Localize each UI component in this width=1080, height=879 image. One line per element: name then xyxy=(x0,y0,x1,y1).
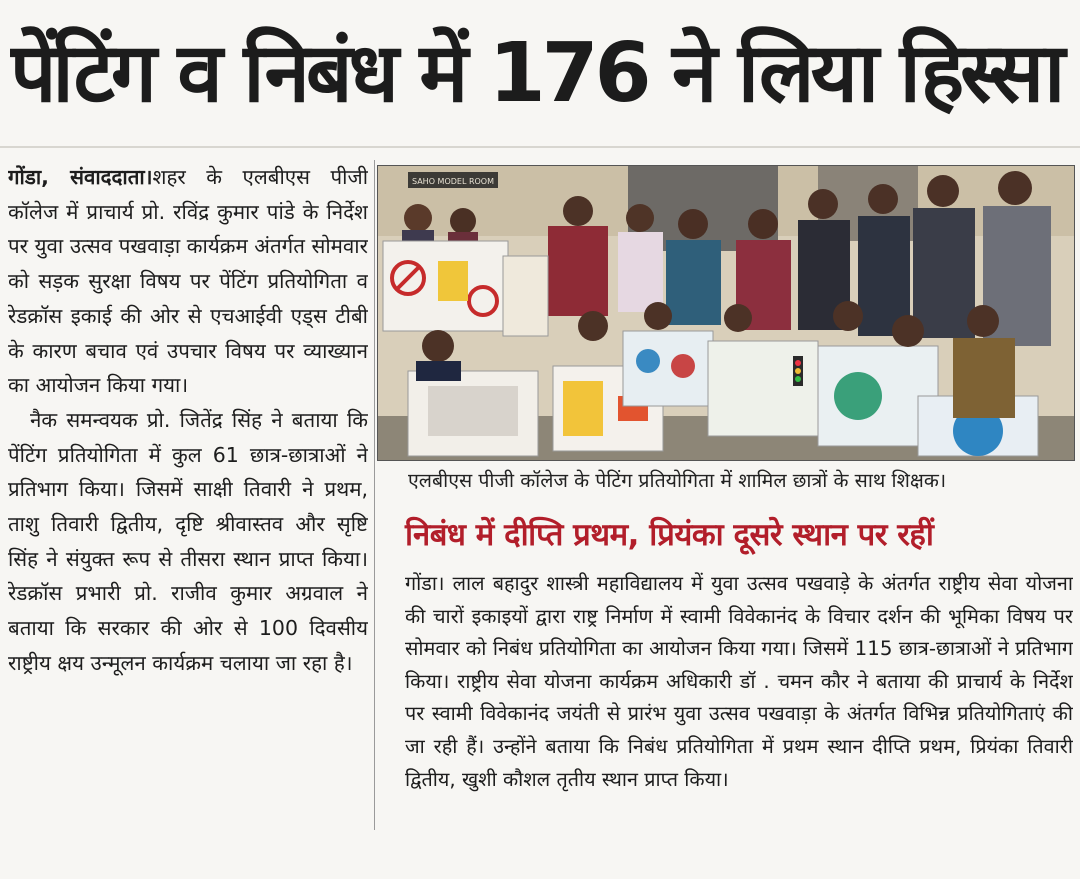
left-article xyxy=(8,160,368,840)
group-photo-illustration xyxy=(378,166,1074,460)
top-rule xyxy=(0,146,1080,148)
right-article xyxy=(405,568,1073,838)
sub-headline: निबंध में दीप्ति प्रथम, प्रियंका दूसरे स्थान पर रहीं xyxy=(405,517,934,553)
left-paragraph-2: नैक समन्वयक प्रो. जितेंद्र सिंह ने बताया कि पेंटिंग प्रतियोगिता में कुल 61 छात्र-छात्राओं ने प्रतिभाग किया। जिसमें साक्षी तिवारी ने प्रथम, ताशु तिवारी द्वितीय, दृष्टि श्रीवास्तव और सृष्टि सिंह ने संयुक्त रूप से तीसरा स्थान प्राप्त किया। रेडक्रॉस प्रभारी प्रो. राजीव कुमार अग्रवाल ने बताया कि सरकार की ओर से 100 दिवसीय राष्ट्रीय क्षय उन्मूलन कार्यक्रम चलाया जा रहा है। xyxy=(8,407,368,675)
headline: पेंटिंग व निबंध में 176 ने लिया हिस्सा xyxy=(10,26,1062,121)
photo-caption: एलबीएस पीजी कॉलेज के पेटिंग प्रतियोगिता में शामिल छात्रों के साथ शिक्षक। xyxy=(408,469,947,492)
dateline: गोंडा, संवाददाता। xyxy=(8,165,153,189)
right-article-text: गोंडा। लाल बहादुर शास्त्री महाविद्यालय में युवा उत्सव पखवाड़े के अंतर्गत राष्ट्रीय सेवा योजना की चारों इकाइयों द्वारा राष्ट्र निर्माण में स्वामी विवेकानंद के विचार दर्शन की भूमिका विषय पर सोमवार को निबंध प्रतियोगिता का आयोजन किया गया। जिसमें 115 छात्र-छात्राओं ने प्रतिभाग किया। राष्ट्रीय सेवा योजना कार्यक्रम अधिकारी डॉ . चमन कौर ने बताया की प्राचार्य के निर्देश पर स्वामी विवेकानंद जयंती से प्रारंभ युवा उत्सव पखवाड़ा के अंतर्गत विभिन्न प्रतियोगिताएं की जा रही हैं। उन्होंने बताया कि निबंध प्रतियोगिता में प्रथम स्थान दीप्ति प्रथम, प्रियंका तिवारी द्वितीय, खुशी कौशल तृतीय स्थान प्राप्त किया। xyxy=(405,572,1073,791)
left-paragraph-1 xyxy=(8,160,368,403)
left-paragraph-1-text: शहर के एलबीएस पीजी कॉलेज में प्राचार्य प्रो. रविंद्र कुमार पांडे के निर्देश पर युवा उत्सव पखवाड़ा कार्यक्रम अंतर्गत सोमवार को सड़क सुरक्षा विषय पर पेंटिंग प्रतियोगिता व रेडक्रॉस इकाई की ओर से एचआईवी एड्स टीबी के कारण बचाव एवं उपचार विषय पर व्याख्यान का आयोजन किया गया। xyxy=(8,165,368,398)
room-sign: SAHO MODEL ROOM xyxy=(411,177,495,186)
news-photo xyxy=(377,165,1075,461)
column-divider xyxy=(374,160,375,830)
